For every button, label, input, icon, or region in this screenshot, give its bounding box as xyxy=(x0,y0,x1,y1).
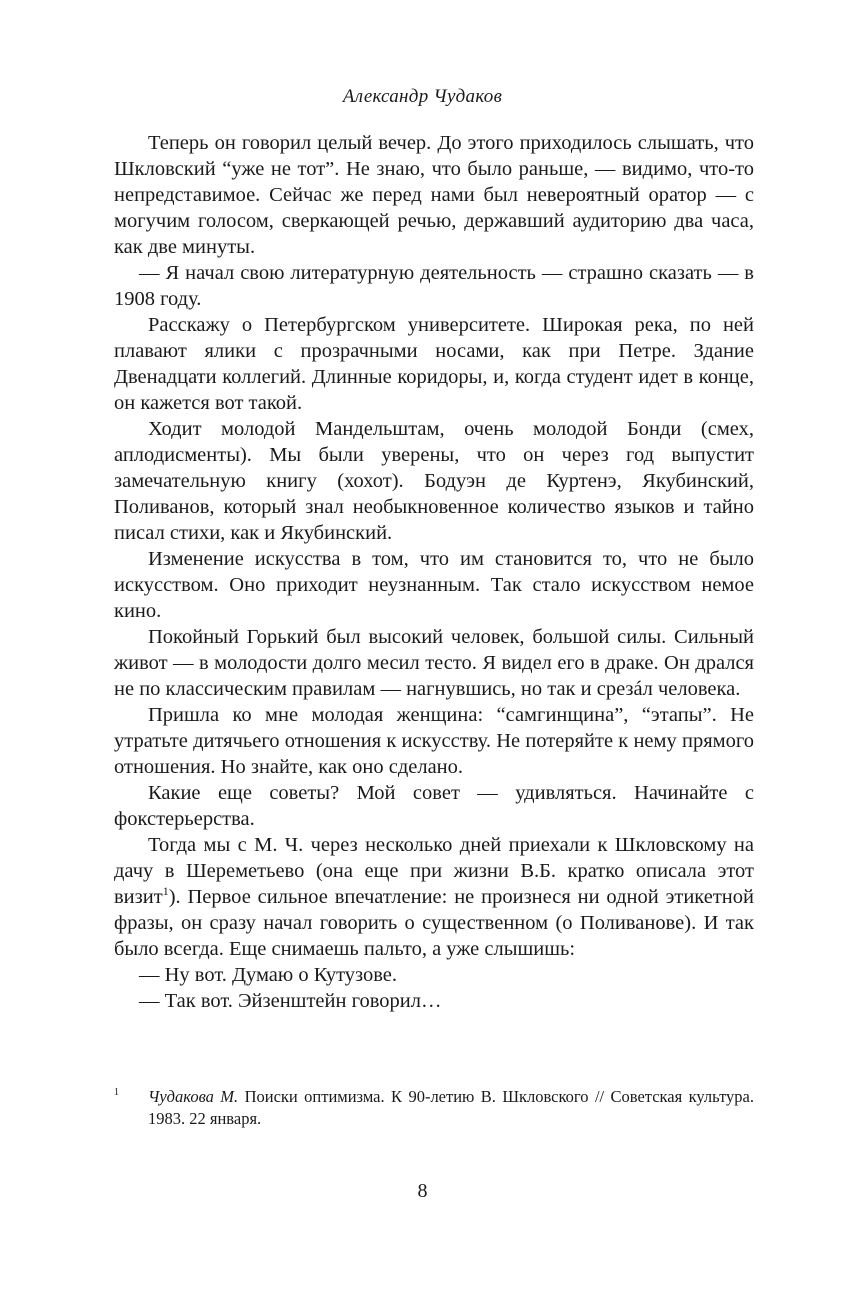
paragraph-1: Теперь он говорил целый вечер. До этого приходилось слышать, что Шкловский “уже не тот”. Не знаю, что было раньше, — видимо, что-то непредставимое. Сейчас же перед нами был невероятный оратор — с могучим голосом, сверкающей речью, державший аудиторию два часа, как две минуты. xyxy=(114,132,754,258)
paragraph-9-after: ). Первое сильное впечатление: не произнеся ни одной этикетной фразы, он сразу начал говорить о существенном (о Поливанове). И так было всегда. Еще снимаешь пальто, а уже слышишь: xyxy=(114,886,754,960)
paragraph-6: Покойный Горький был высокий человек, большой силы. Сильный живот — в молодости долго месил тесто. Я видел его в драке. Он дрался не по классическим правилам — нагнувшись, но так и срезáл человека. xyxy=(114,626,754,700)
footnote-text xyxy=(148,1086,754,1130)
paragraph-5: Изменение искусства в том, что им становится то, что не было искусством. Оно приходит неузнанным. Так стало искусством немое кино. xyxy=(114,548,754,622)
paragraph-7: Пришла ко мне молодая женщина: “самгинщина”, “этапы”. Не утратьте дитячьего отношения к искусству. Не потеряйте к нему прямого отношения. Но знайте, как оно сделано. xyxy=(114,704,754,778)
footnote-mark: 1 xyxy=(114,1087,119,1098)
dialog-line-1: — Я начал свою литературную деятельность — страшно сказать — в 1908 году. xyxy=(114,262,754,310)
footnote-author: Чудакова М. xyxy=(148,1087,239,1106)
paragraph-4: Ходит молодой Мандельштам, очень молодой Бонди (смех, аплодисменты). Мы были уверены, что он через год выпустит замечательную книгу (хохот). Бодуэн де Куртенэ, Якубинский, Поливанов, который знал необыкновенное количество языков и тайно писал стихи, как и Якубинский. xyxy=(114,418,754,544)
paragraph-8: Какие еще советы? Мой совет — удивляться. Начинайте с фокстерьерства. xyxy=(114,782,754,830)
footnotes xyxy=(114,1086,754,1130)
running-head: Александр Чудаков xyxy=(342,86,503,107)
dialog-line-3: — Так вот. Эйзенштейн говорил… xyxy=(139,990,442,1012)
footnote-ref[interactable]: 1 xyxy=(162,884,169,899)
paragraph-9 xyxy=(114,832,754,962)
paragraph-9-before: Тогда мы с М. Ч. через несколько дней приехали к Шкловскому на дачу в Шереметьево (она еще при жизни В.Б. кратко описала этот визит xyxy=(114,834,754,908)
dialog-line-2: — Ну вот. Думаю о Кутузове. xyxy=(139,964,398,986)
footnote-body: Поиски оптимизма. К 90-летию В. Шкловского // Советская культура. 1983. 22 января. xyxy=(148,1087,755,1128)
page-number: 8 xyxy=(417,1180,428,1202)
body-text xyxy=(114,130,754,1014)
footnote-1 xyxy=(114,1086,754,1130)
paragraph-3: Расскажу о Петербургском университете. Широкая река, по ней плавают ялики с прозрачными носами, как при Петре. Здание Двенадцати коллегий. Длинные коридоры, и, когда студент идет в конце, он кажется вот такой. xyxy=(114,314,754,414)
